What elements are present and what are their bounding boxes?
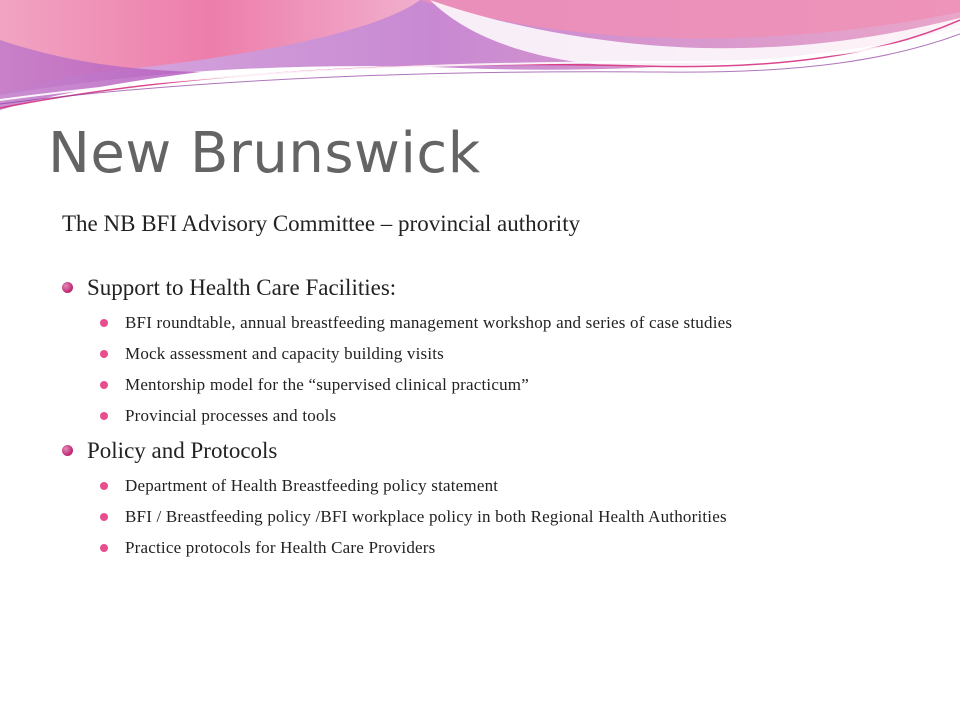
list-item: [125, 372, 922, 398]
sub-bullet-list: [87, 310, 922, 429]
bullet-icon: [100, 350, 108, 358]
list-item: [125, 473, 922, 499]
bullet-icon: [100, 513, 108, 521]
section-heading: [87, 435, 922, 467]
section-heading-text: Policy and Protocols: [87, 438, 278, 463]
list-item-text: Department of Health Breastfeeding policy statement: [125, 476, 499, 495]
slide-title: New Brunswick: [48, 121, 481, 186]
section-heading: [87, 272, 922, 304]
bullet-icon: [62, 445, 73, 456]
section-heading-text: Support to Health Care Facilities:: [87, 275, 397, 300]
bullet-icon: [62, 282, 73, 293]
list-item: [125, 310, 922, 336]
list-item: [125, 504, 922, 530]
intro-line: The NB BFI Advisory Committee – provincial authority: [62, 211, 581, 236]
list-item-text: BFI roundtable, annual breastfeeding management workshop and series of case studies: [125, 313, 733, 332]
slide-content: [62, 208, 922, 567]
sub-bullet-list: [87, 473, 922, 561]
list-item: [125, 341, 922, 367]
bullet-icon: [100, 412, 108, 420]
list-item-text: Mock assessment and capacity building visits: [125, 344, 445, 363]
header-wave-decoration: [0, 0, 960, 120]
bullet-icon: [100, 319, 108, 327]
list-item-text: Mentorship model for the “supervised clinical practicum”: [125, 375, 529, 394]
list-item: [125, 403, 922, 429]
bullet-icon: [100, 544, 108, 552]
bullet-icon: [100, 381, 108, 389]
list-item: [125, 535, 922, 561]
section-policy: [62, 435, 922, 561]
bullet-icon: [100, 482, 108, 490]
list-item-text: Provincial processes and tools: [125, 406, 337, 425]
section-support: [62, 272, 922, 429]
list-item-text: Practice protocols for Health Care Providers: [125, 538, 436, 557]
list-item-text: BFI / Breastfeeding policy /BFI workplace policy in both Regional Health Authorities: [125, 507, 727, 526]
